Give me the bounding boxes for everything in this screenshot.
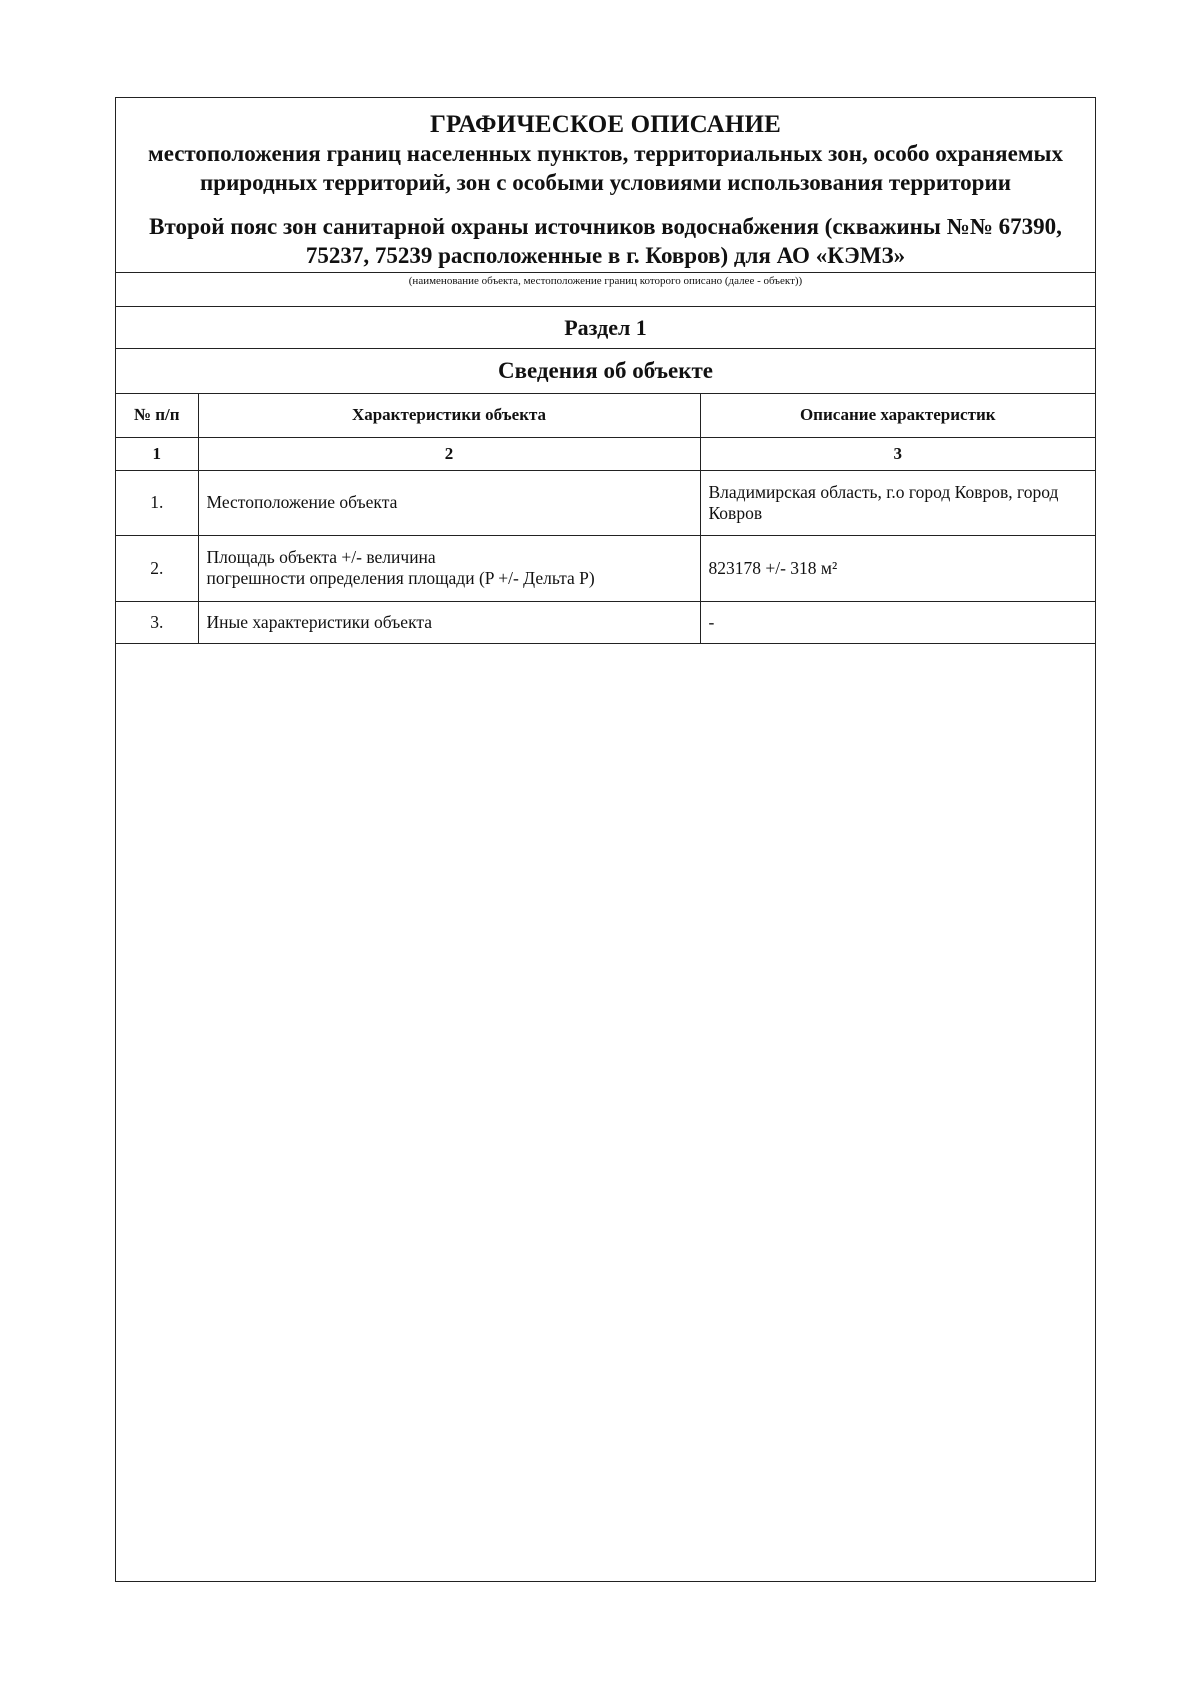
- document-subtitle: местоположения границ населенных пунктов, территориальных зон, особо охраняемых природных территорий, зон с особыми условиями использования территории: [148, 141, 1063, 195]
- row-description: 823178 +/- 318 м²: [700, 535, 1095, 601]
- column-header-description: Описание характеристик: [700, 394, 1095, 437]
- row-number: 3.: [116, 601, 198, 643]
- row-number: 1.: [116, 470, 198, 535]
- row-number: 2.: [116, 535, 198, 601]
- table-row: [116, 470, 1095, 535]
- column-number-2: 2: [198, 437, 700, 470]
- column-number-1: 1: [116, 437, 198, 470]
- document-frame: [115, 97, 1096, 1582]
- row-characteristic: [198, 535, 700, 601]
- object-info-table: [116, 394, 1095, 644]
- column-header-number: № п/п: [116, 394, 198, 437]
- row-characteristic-line-1: Площадь объекта +/- величина: [206, 547, 436, 567]
- column-header-characteristic: Характеристики объекта: [198, 394, 700, 437]
- document-title: ГРАФИЧЕСКОЕ ОПИСАНИЕ: [429, 111, 782, 138]
- object-name: Второй пояс зон санитарной охраны источников водоснабжения (скважины №№ 67390, 75237, 75239 расположенные в г. Ковров) для АО «КЭМЗ»: [149, 214, 1062, 268]
- table-column-numbers-row: [116, 437, 1095, 470]
- row-characteristic: Иные характеристики объекта: [198, 601, 700, 643]
- table-row: [116, 601, 1095, 643]
- section-title: Раздел 1: [116, 307, 1095, 349]
- row-characteristic-line-2: погрешности определения площади (P +/- Дельта P): [206, 568, 595, 588]
- row-description: Владимирская область, г.о город Ковров, город Ковров: [700, 470, 1095, 535]
- object-name-caption: (наименование объекта, местоположение границ которого описано (далее - объект)): [408, 275, 803, 287]
- column-number-3: 3: [700, 437, 1095, 470]
- row-description: -: [700, 601, 1095, 643]
- caption-row: [116, 273, 1095, 307]
- table-row: [116, 535, 1095, 601]
- row-characteristic: Местоположение объекта: [198, 470, 700, 535]
- section-info-title: Сведения об объекте: [116, 349, 1095, 394]
- table-header-row: [116, 394, 1095, 437]
- document-header: [116, 98, 1095, 270]
